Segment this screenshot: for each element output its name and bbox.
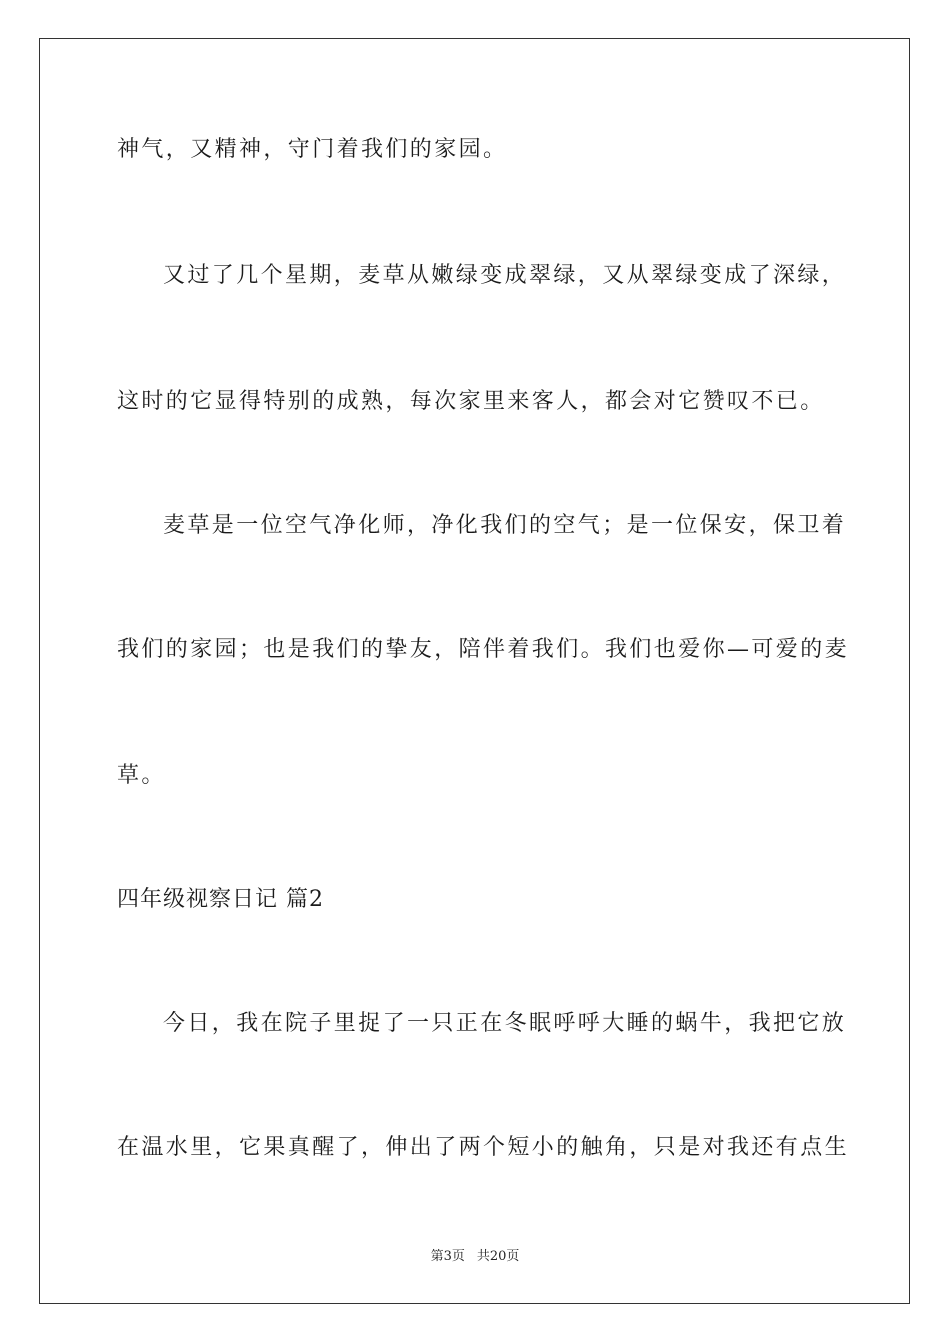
body-line-2: 又过了几个星期，麦草从嫩绿变成翠绿，又从翠绿变成了深绿， (163, 263, 847, 288)
body-line-3: 这时的它显得特别的成熟，每次家里来客人，都会对它赞叹不已。 (117, 389, 825, 414)
section-heading: 四年级视察日记 篇2 (117, 887, 324, 912)
body-line-5: 我们的家园；也是我们的挚友，陪伴着我们。我们也爱你—可爱的麦 (117, 637, 850, 662)
page-number: 第3页 (430, 1249, 465, 1264)
body-line-1: 神气，又精神，守门着我们的家园。 (117, 137, 508, 162)
body-line-8: 在温水里，它果真醒了，伸出了两个短小的触角，只是对我还有点生 (117, 1135, 850, 1160)
body-line-7: 今日，我在院子里捉了一只正在冬眠呼呼大睡的蜗牛，我把它放 (163, 1011, 847, 1036)
page-footer (0, 1248, 950, 1266)
page-border (39, 38, 910, 1304)
page-total: 共20页 (476, 1249, 520, 1264)
body-line-6: 草。 (117, 763, 166, 788)
body-line-4: 麦草是一位空气净化师，净化我们的空气；是一位保安，保卫着 (163, 513, 847, 538)
